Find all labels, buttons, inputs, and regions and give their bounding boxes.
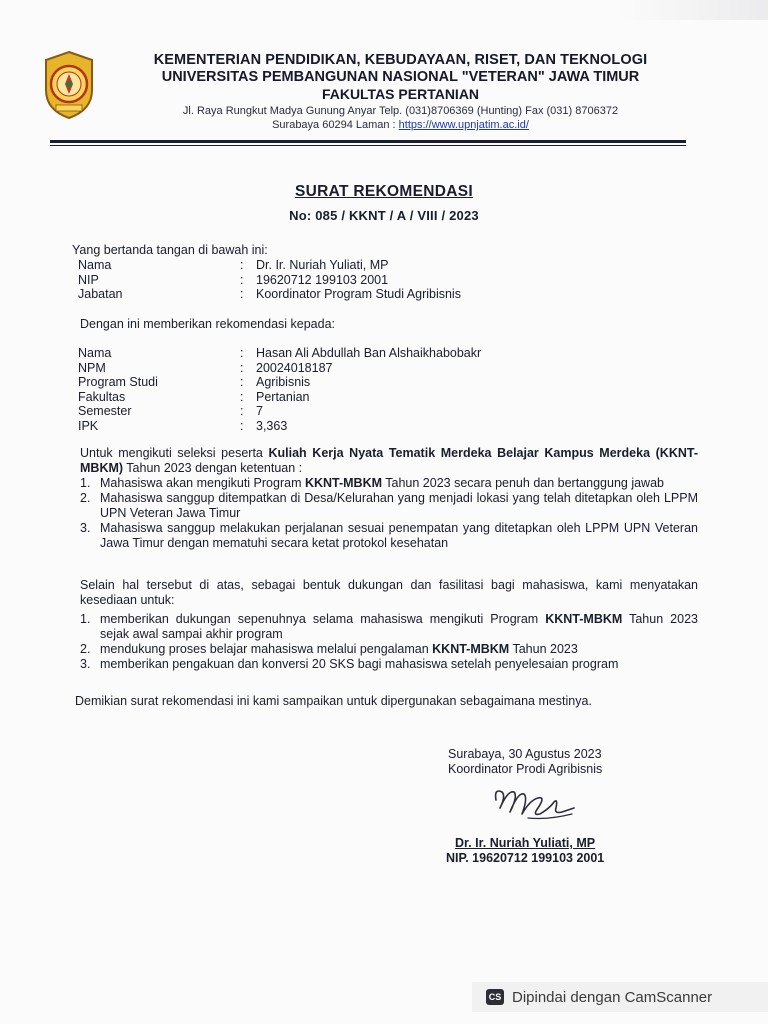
student-row-name: Nama : Hasan Ali Abdullah Ban Alshaikhabobakr (78, 346, 482, 360)
condition-item: 1. Mahasiswa akan mengikuti Program KKNT-MBKM Tahun 2023 secara penuh dan bertanggung jawab (80, 476, 664, 490)
recommend-intro: Dengan ini memberikan rekomendasi kepada: (80, 317, 336, 331)
paragraph-purpose: Untuk mengikuti seleksi peserta Kuliah Kerja Nyata Tematik Merdeka Belajar Kampus Merdeka (KKNT-MBKM) Tahun 2023 dengan ketentuan : (80, 446, 698, 475)
signer-role: Koordinator Prodi Agribisnis (448, 762, 603, 776)
support-item: 1. memberikan dukungan sepenuhnya selama mahasiswa mengikuti Program KKNT-MBKM Tahun 2023 sejak awal sampai akhir program (80, 612, 698, 641)
student-row-npm: NPM : 20024018187 (78, 360, 333, 375)
ministry-name: KEMENTERIAN PENDIDIKAN, KEBUDAYAAN, RISET, DAN TEKNOLOGI (153, 52, 648, 68)
support-item: 2. mendukung proses belajar mahasiswa melalui pengalaman KKNT-MBKM Tahun 2023 (80, 642, 578, 656)
student-row-faculty: Fakultas : Pertanian (78, 389, 310, 404)
condition-item: 3. Mahasiswa sanggup melakukan perjalanan sesuai penempatan yang ditetapkan oleh LPPM UPN Veteran Jawa Timur dengan mematuhi secara ketat protokol kesehatan (80, 521, 698, 550)
camscanner-watermark (472, 982, 768, 1012)
intro-text: Yang bertanda tangan di bawah ini: (72, 243, 268, 257)
student-details (78, 346, 538, 434)
faculty-name: FAKULTAS PERTANIAN (321, 86, 480, 102)
camscanner-text: Dipindai dengan CamScanner (512, 988, 713, 1006)
signer-row-position: Jabatan : Koordinator Program Studi Agribisnis (78, 287, 461, 302)
support-list (80, 612, 698, 672)
letterhead-rule-thick (50, 140, 686, 143)
university-name: UNIVERSITAS PEMBANGUNAN NASIONAL "VETERAN" JAWA TIMUR (161, 69, 640, 85)
condition-item: 2. Mahasiswa sanggup ditempatkan di Desa/Kelurahan yang menjadi lokasi yang telah ditetapkan oleh LPPM UPN Veteran Jawa Timur (80, 491, 698, 520)
closing-text: Demikian surat rekomendasi ini kami sampaikan untuk dipergunakan sebagaimana mestinya. (75, 694, 592, 708)
camscanner-logo-icon: CS (486, 989, 504, 1005)
scan-edge-shadow (618, 0, 768, 20)
support-item: 3. memberikan pengakuan dan konversi 20 SKS bagi mahasiswa setelah penyelesaian program (80, 657, 619, 671)
student-row-gpa: IPK : 3,363 (78, 419, 288, 433)
university-seal-icon (42, 50, 96, 120)
signer-row-nip: NIP : 19620712 199103 2001 (78, 272, 389, 287)
student-row-program: Program Studi : Agribisnis (78, 375, 311, 390)
letterhead-rule-thin (50, 145, 686, 146)
student-row-semester: Semester : 7 (78, 404, 263, 419)
website-link[interactable]: https://www.upnjatim.ac.id/ (398, 119, 529, 131)
signer-row-name: Nama : Dr. Ir. Nuriah Yuliati, MP (78, 258, 389, 272)
conditions-list (80, 476, 698, 551)
address-line-2: Surabaya 60294 Laman : https://www.upnjatim.ac.id/ (272, 119, 529, 131)
place-date: Surabaya, 30 Agustus 2023 (448, 747, 602, 761)
paragraph-support-intro: Selain hal tersebut di atas, sebagai bentuk dukungan dan fasilitasi bagi mahasiswa, kami menyatakan kesediaan untuk: (80, 578, 698, 607)
letter-number: No: 085 / KKNT / A / VIII / 2023 (289, 208, 479, 223)
handwritten-signature (488, 778, 580, 826)
address-line: Jl. Raya Rungkut Madya Gunung Anyar Telp. (031)8706369 (Hunting) Fax (031) 8706372 (182, 105, 619, 117)
signer-name: Dr. Ir. Nuriah Yuliati, MP (455, 836, 596, 850)
signer-nip: NIP. 19620712 199103 2001 (446, 851, 605, 865)
letterhead (108, 52, 693, 132)
signer-details (78, 258, 538, 302)
letter-title: SURAT REKOMENDASI (295, 183, 473, 200)
